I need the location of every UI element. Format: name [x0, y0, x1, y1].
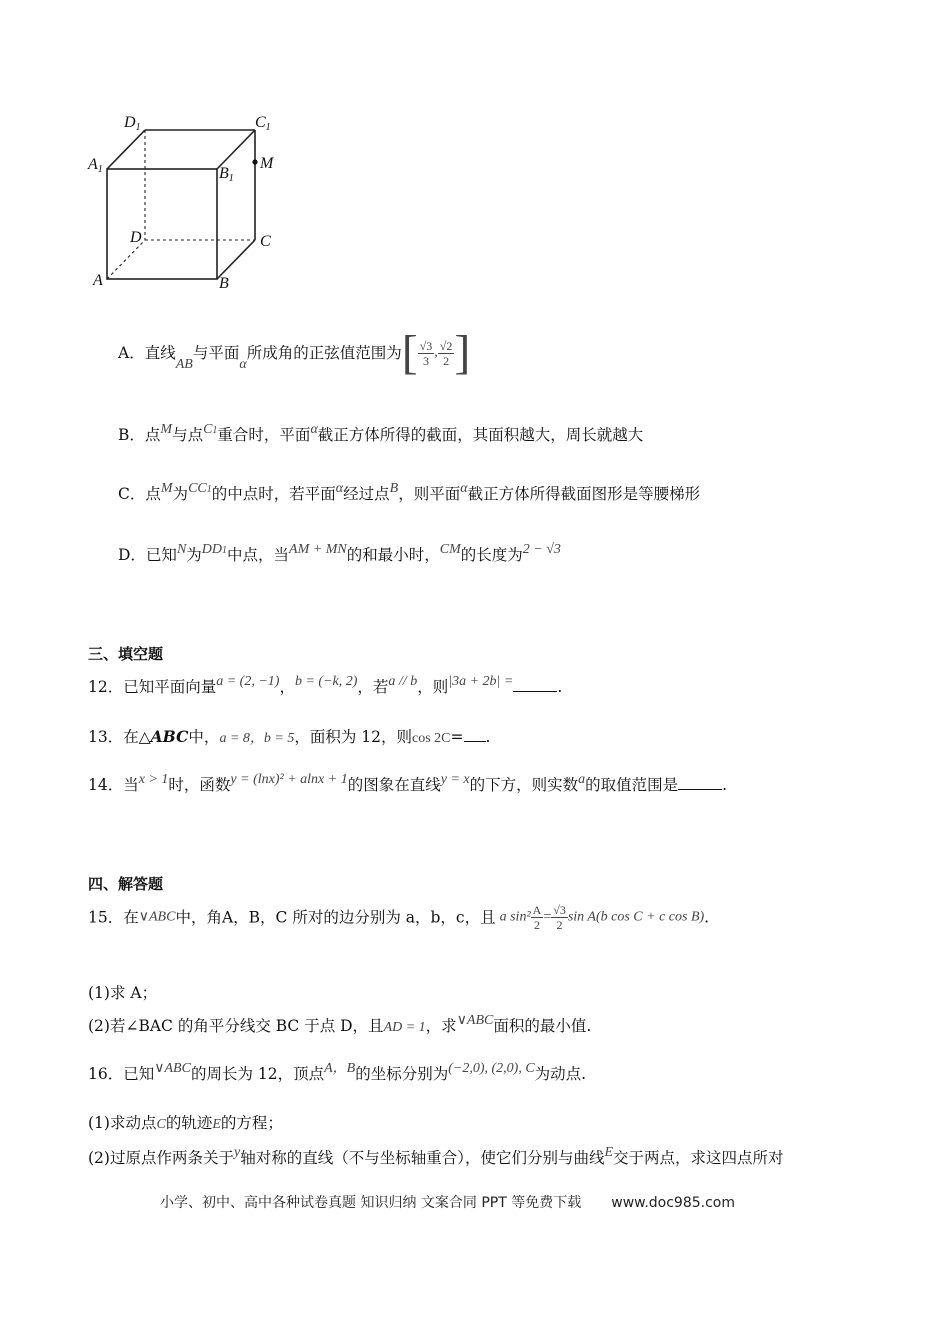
math-alpha: α — [460, 481, 468, 496]
label-a: A — [93, 272, 103, 289]
text: 的坐标分别为 — [355, 1065, 449, 1083]
math-a: a — [578, 772, 586, 787]
math-alpha: α — [335, 481, 344, 496]
math-dd1: DD1 — [201, 542, 228, 557]
math-parallel: a // b — [388, 674, 418, 689]
label-d1: D1 — [124, 114, 141, 133]
option-b — [118, 424, 643, 449]
question-15-part-2 — [88, 1015, 591, 1039]
label-c: C — [260, 233, 271, 250]
text: 轴对称的直线（不与坐标轴重合），使它们分别与曲线 — [240, 1149, 605, 1167]
math-c: C — [156, 1117, 166, 1132]
question-15-part-1: (1)求 A； — [88, 984, 158, 1002]
text: 的轨迹 — [165, 1114, 213, 1132]
text: 12．已知平面向量 — [88, 678, 217, 696]
text: 中， — [188, 728, 220, 746]
triangle-name: ABC — [150, 727, 189, 746]
math-vector-a: a = (2, −1) — [216, 674, 280, 689]
question-16 — [88, 1063, 586, 1087]
math-y-eq-x: y = x — [440, 772, 470, 787]
text: 面积的最小值. — [493, 1017, 592, 1035]
section-4-title: 四、解答题 — [88, 875, 164, 893]
math-am-mn: AM + MN — [289, 542, 347, 557]
text: 为 — [172, 485, 189, 503]
question-14 — [88, 774, 727, 798]
text: ，则 — [417, 678, 449, 696]
footer-text: 小学、初中、高中各种试卷真题 知识归纳 文案合同 PPT 等免费下载 — [160, 1195, 582, 1211]
text: = — [450, 728, 464, 746]
answer-blank[interactable] — [678, 775, 722, 790]
text: 13．在△ — [88, 728, 151, 746]
text: . — [704, 908, 710, 927]
option-a — [118, 326, 471, 383]
label-b1: B1 — [219, 165, 234, 184]
math-ab: AB — [175, 357, 193, 372]
label-b: B — [219, 275, 229, 292]
page-footer — [160, 1192, 735, 1212]
edge-BC — [217, 240, 255, 279]
math-b: B — [389, 481, 399, 496]
option-a-label: A．直线 — [118, 344, 176, 362]
text: 经过点 — [343, 485, 390, 503]
text: . — [557, 678, 563, 696]
label-c1: C1 — [255, 114, 271, 133]
option-d-label: D．已知 — [118, 546, 177, 564]
label-a1: A1 — [88, 156, 103, 175]
question-15 — [88, 903, 709, 953]
section-3-title: 三、填空题 — [88, 645, 164, 663]
text: 为动点. — [534, 1065, 587, 1083]
option-c — [118, 483, 700, 508]
text: 所成角的正弦值范围为 — [246, 344, 402, 362]
math-triangle-abc: ∨ABC — [138, 909, 176, 925]
option-d — [118, 544, 561, 569]
math-cm: CM — [439, 542, 461, 557]
text: 交于两点，求这四点所对 — [613, 1149, 784, 1167]
text: 16．已知 — [88, 1065, 155, 1083]
math-equation: a sin² $\frac{A}{2}$ = $\frac{√3}{2}$ sin A(b cos C + c cos B) — [499, 903, 705, 932]
text: (1)求动点 — [88, 1114, 157, 1132]
cube-figure — [85, 108, 285, 298]
text: 的下方，则实数 — [469, 776, 579, 794]
math-m: M — [160, 422, 173, 437]
edge-B1C1 — [217, 130, 255, 169]
math-sides: a = 8，b = 5 — [219, 731, 295, 746]
text: 15．在 — [88, 908, 139, 927]
text: (2)过原点作两条关于 — [88, 1149, 234, 1167]
math-triangle-abc: ∨ABC — [154, 1061, 191, 1076]
text: 中点，当 — [227, 546, 290, 564]
text: . — [485, 728, 491, 746]
answer-blank[interactable] — [513, 677, 557, 692]
text: ，面积为 12，则 — [294, 728, 412, 746]
math-cos2c: cos 2C — [412, 731, 451, 746]
math-y: y — [233, 1145, 241, 1160]
label-d: D — [130, 229, 142, 246]
option-c-label: C．点 — [118, 485, 161, 503]
question-16-part-1 — [88, 1112, 283, 1136]
text: 与点 — [172, 426, 204, 444]
text: . — [722, 776, 728, 794]
footer-link[interactable]: www.doc985.com — [611, 1195, 735, 1211]
math-m: M — [160, 481, 173, 496]
question-16-part-2 — [88, 1147, 784, 1171]
question-12 — [88, 676, 562, 700]
math-c1: C1 — [203, 422, 218, 437]
math-e: E — [212, 1117, 221, 1132]
text: A，B，C 所对的边分别为 a，b，c，且 — [221, 908, 496, 927]
text: 的长度为 — [460, 546, 523, 564]
text: ， — [279, 678, 295, 696]
math-ad-eq-1: AD = 1 — [383, 1020, 426, 1035]
option-b-label: B．点 — [118, 426, 161, 444]
math-x-gt-1: x > 1 — [138, 772, 169, 787]
text: ，则平面 — [398, 485, 461, 503]
edge-A1D1 — [107, 130, 145, 169]
math-magnitude: |3a + 2b| = — [448, 674, 514, 689]
math-coordinates: (−2,0), (2,0), C — [448, 1061, 535, 1076]
math-function: y = (lnx)² + alnx + 1 — [230, 772, 348, 787]
math-a-b: A，B — [324, 1061, 356, 1076]
question-13 — [88, 726, 490, 750]
text: 重合时，平面 — [217, 426, 311, 444]
text: 的和最小时， — [346, 546, 440, 564]
math-n: N — [176, 542, 187, 557]
math-2-minus-sqrt3: 2 − √3 — [522, 542, 561, 557]
range-bracket: [ $\frac{√3}{3}$ , $\frac{√2}{2}$ ] — [401, 326, 471, 379]
text: 的方程； — [220, 1114, 283, 1132]
answer-blank[interactable] — [464, 727, 486, 742]
text: 时，函数 — [168, 776, 231, 794]
text: 与平面 — [192, 344, 240, 362]
label-m: M — [260, 155, 274, 172]
text: ，若 — [357, 678, 389, 696]
text: 的取值范围是 — [585, 776, 679, 794]
math-alpha: α — [239, 357, 247, 372]
text: 14．当 — [88, 776, 139, 794]
text: 中，角 — [175, 908, 222, 927]
math-cc1: CC1 — [188, 481, 212, 496]
math-e: E — [604, 1145, 614, 1160]
math-vector-b: b = (−k, 2) — [294, 674, 358, 689]
text: 的中点时，若平面 — [211, 485, 336, 503]
text: 的周长为 12，顶点 — [190, 1065, 325, 1083]
math-triangle-abc: ∨ABC — [456, 1013, 494, 1028]
text: 截正方体所得的截面，其面积越大，周长就越大 — [317, 426, 644, 444]
text: (2)若∠BAC 的角平分线交 BC 于点 D，且 — [88, 1017, 384, 1035]
text: 为 — [186, 546, 202, 564]
math-alpha: α — [310, 422, 318, 437]
text: ，求 — [425, 1017, 457, 1035]
cube-front-face — [107, 169, 217, 279]
point-m — [252, 159, 257, 164]
text: 截正方体所得截面图形是等腰梯形 — [467, 485, 701, 503]
text: 的图象在直线 — [347, 776, 441, 794]
